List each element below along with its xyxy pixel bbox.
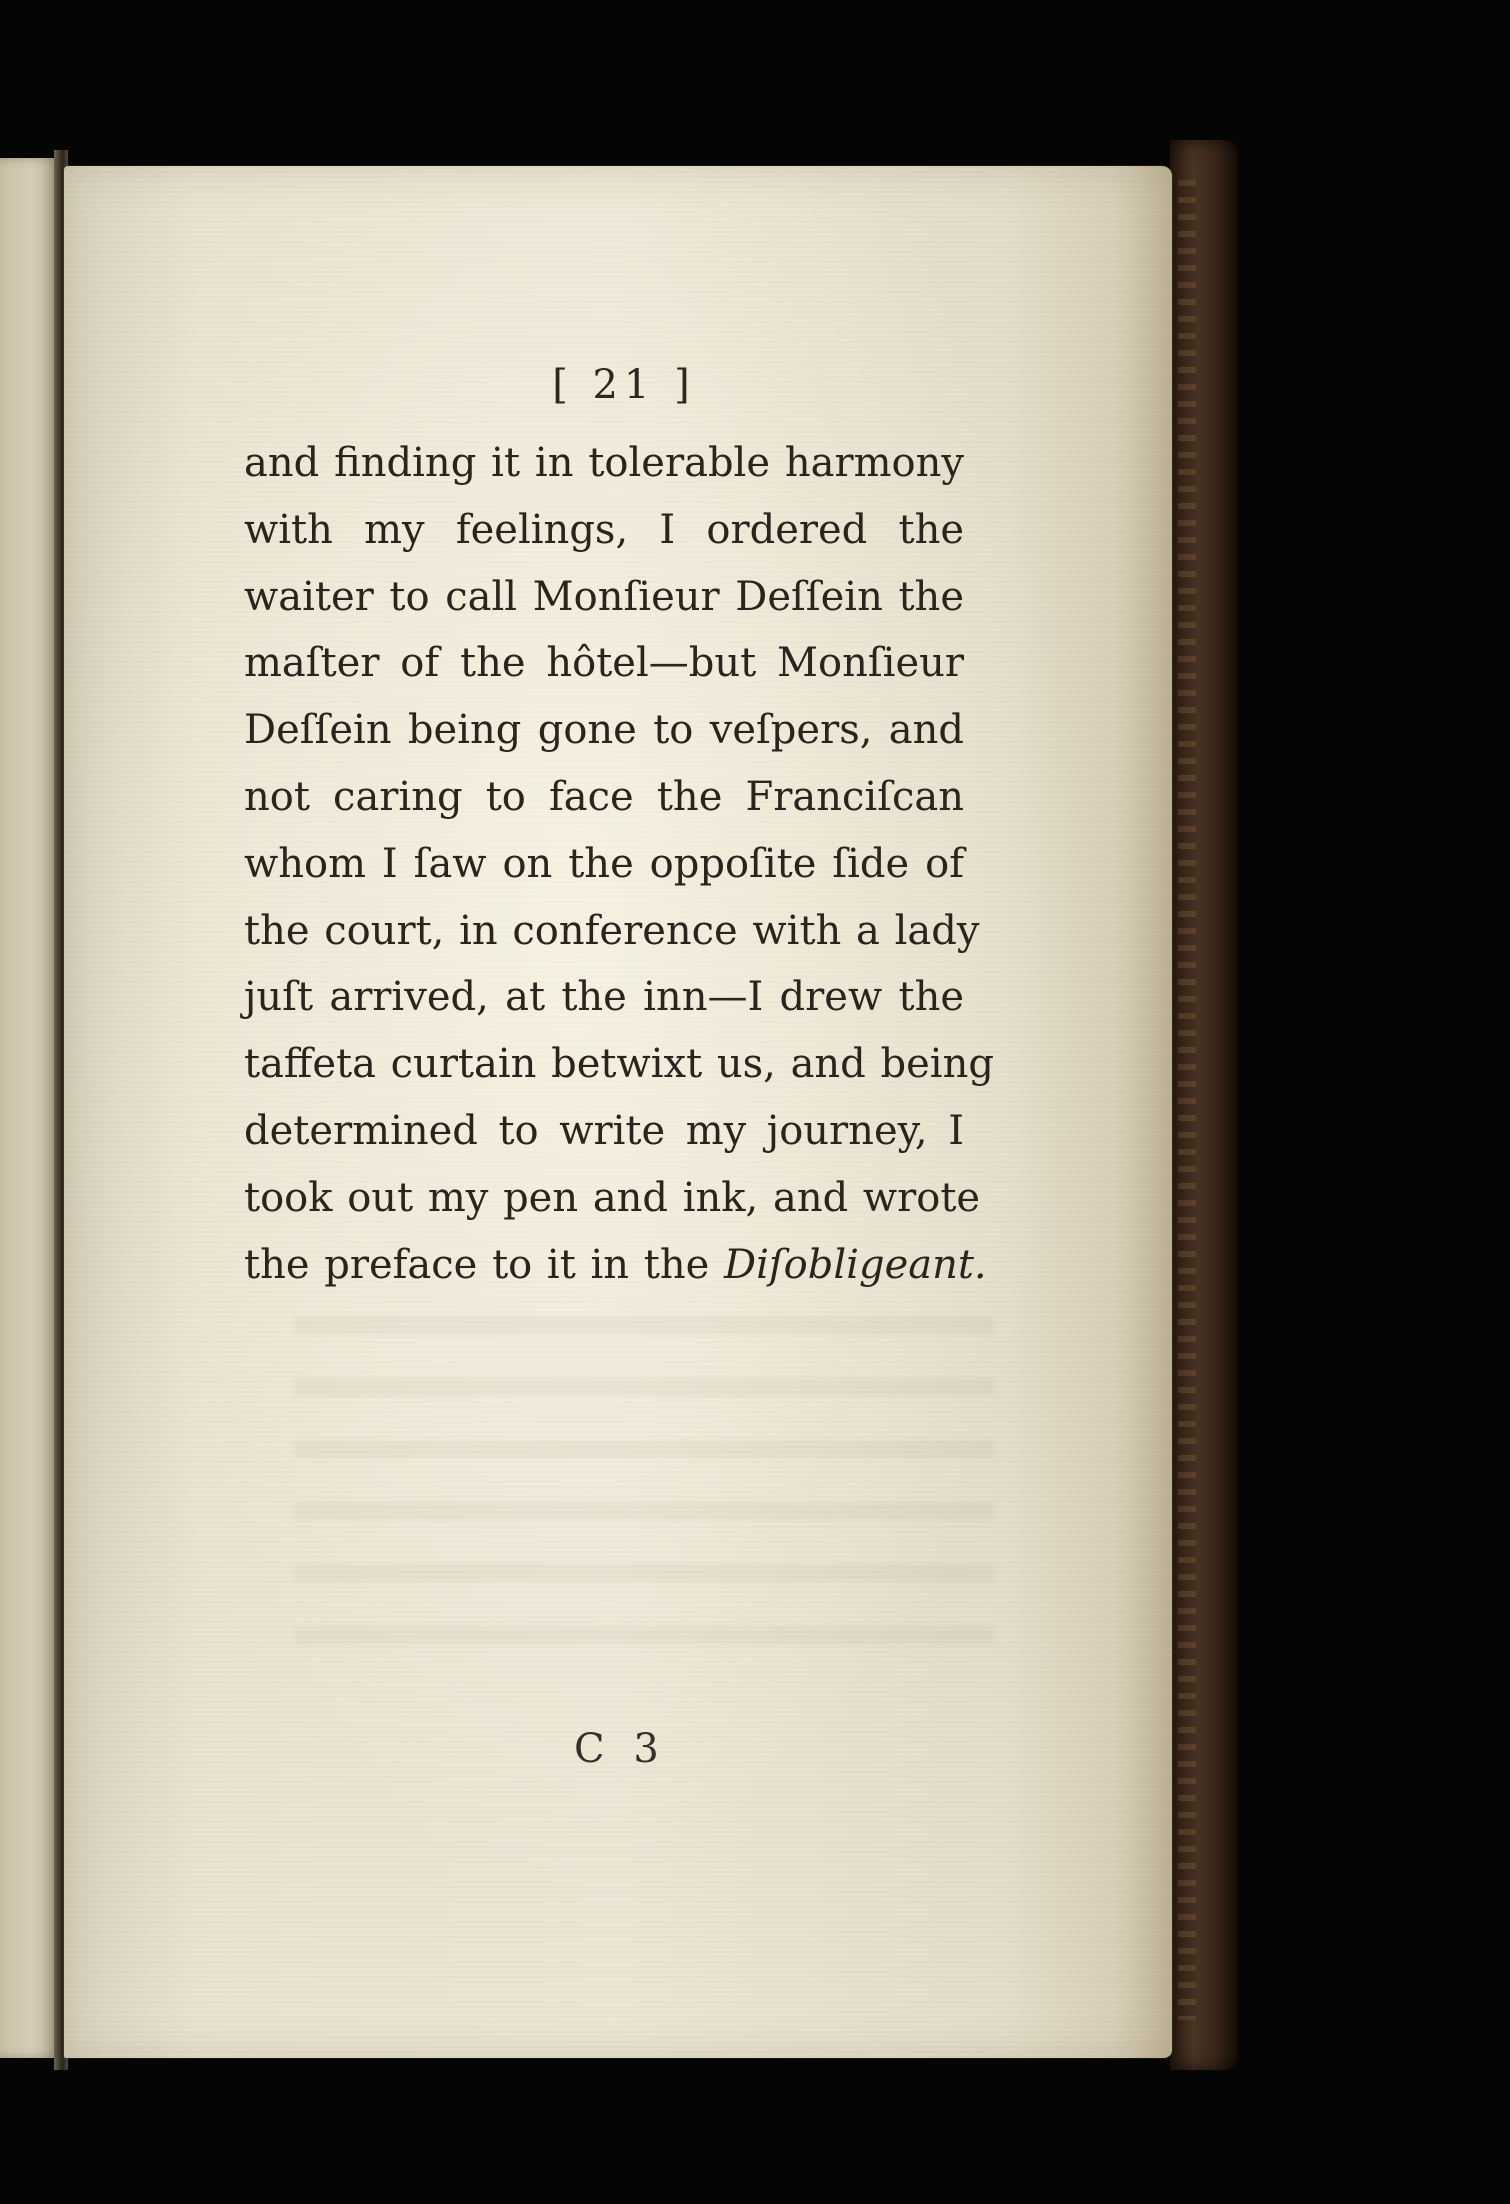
text-line-last — [244, 1232, 987, 1299]
body-text — [244, 430, 994, 1298]
leather-binding — [1170, 140, 1238, 2070]
page-number: [ 21 ] — [552, 362, 696, 408]
text-line: took out my pen and ink, and wrote — [244, 1174, 981, 1221]
text-line: the court, in conference with a lady — [244, 907, 980, 954]
text-line: maſter of the hôtel—but Monſieur — [244, 640, 964, 687]
text-line: waiter to call Monſieur Deſſein the — [244, 573, 964, 620]
text-line: taffeta curtain betwixt us, and being — [244, 1041, 994, 1088]
signature-mark: C 3 — [574, 1726, 667, 1772]
last-line-text: the preface to it in the — [244, 1241, 725, 1288]
text-line: Deſſein being gone to veſpers, and — [244, 707, 964, 754]
facing-page-edge — [0, 158, 58, 2058]
text-line: whom I ſaw on the oppoſite ſide of — [244, 840, 964, 887]
page-edge-stain — [1112, 166, 1172, 2058]
book-page — [64, 166, 1172, 2058]
text-line: determined to write my journey, I — [244, 1107, 964, 1154]
text-line: juſt arrived, at the inn—I drew the — [244, 974, 964, 1021]
show-through-texture — [294, 1316, 994, 1676]
text-line: with my feelings, I ordered the — [244, 506, 964, 553]
text-line: and finding it in tolerable harmony — [244, 440, 964, 486]
italic-word: Diſobligeant. — [724, 1241, 987, 1288]
text-line: not caring to face the Franciſcan — [244, 773, 964, 820]
